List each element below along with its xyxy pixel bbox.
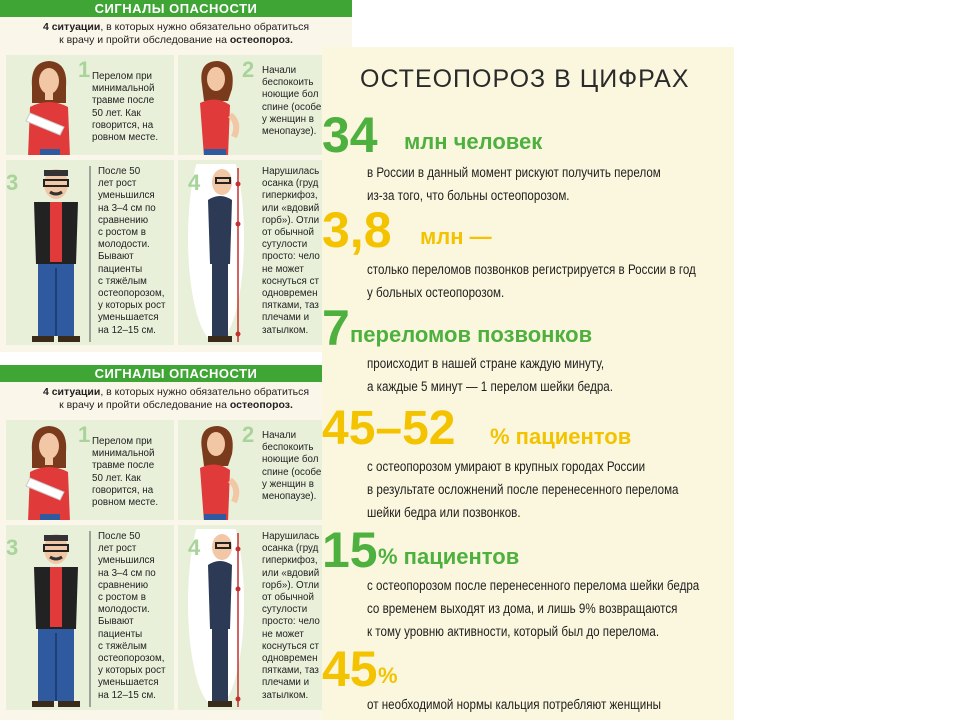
signal-number: 3 [6, 535, 19, 560]
signal-number: 1 [78, 57, 91, 82]
signals-grid [6, 55, 352, 347]
signal-text: Начали беспокоить ноющие бол спине (особе у женщин в менопаузе). [262, 430, 322, 503]
signal-card-3 [6, 160, 174, 345]
signals-header: СИГНАЛЫ ОПАСНОСТИ [0, 0, 352, 17]
stat-number: 3,8 [322, 202, 392, 258]
osteoporosis-infographic [322, 47, 734, 720]
signal-text: Начали беспокоить ноющие бол спине (особе у женщин в менопаузе). [262, 65, 322, 138]
stat-description: от необходимой нормы кальция потребляют женщины [367, 697, 661, 712]
stat-description: с остеопорозом умирают в крупных городах России в результате осложнений после перенесенного перелома шейки бедра или позвонков. [367, 459, 679, 520]
woman-arm-cast-illustration [20, 422, 78, 520]
stat-number: 7 [322, 300, 350, 356]
signal-text: Перелом при минимальной травме после 50 лет. Как говорится, на ровном месте. [92, 71, 159, 144]
signals-intro: 4 ситуации, в которых нужно обязательно обратиться к врачу и пройти обследование на остеопороз. [42, 386, 310, 411]
stat-unit: % пациентов [490, 424, 632, 449]
woman-back-pain-illustration [184, 57, 246, 155]
signal-text: Нарушилась осанка (груд гиперкифоз, или «вдовий горб»). Отли от обычной сутулости просто: чело не может коснуться ст одновремен пятками, таз плечами и затылком. [262, 531, 320, 701]
signal-text: После 50 лет рост уменьшился на 3–4 см по сравнению с ростом в молодости. Бывают пациенты с тяжёлым остеопорозом, у которых рост уменьшается на 12–15 см. [98, 166, 166, 336]
man-height-loss-illustration [18, 164, 94, 345]
stat-unit: % пациентов [378, 544, 520, 569]
woman-arm-cast-illustration [20, 57, 78, 155]
stat-number: 45–52 [322, 402, 456, 455]
signals-panel-top [0, 0, 352, 352]
signal-card-1 [6, 420, 174, 520]
woman-back-pain-illustration [184, 422, 246, 520]
signal-card-1 [6, 55, 174, 155]
signals-panel-bottom [0, 365, 352, 720]
stat-description: с остеопорозом после перенесенного перелома шейки бедра со временем выходят из дома, и лишь 9% возвращаются к тому уровню активности, который был до перелома. [367, 578, 700, 639]
stat-number: 15 [322, 522, 378, 578]
stat-description: происходит в нашей стране каждую минуту, а каждые 5 минут — 1 перелом шейки бедра. [367, 356, 614, 394]
signal-number: 3 [6, 170, 19, 195]
stat-description: столько переломов позвонков регистрируется в России в год у больных остеопорозом. [367, 262, 696, 300]
signal-number: 4 [188, 170, 201, 195]
signal-number: 1 [78, 422, 91, 447]
infographic-title: ОСТЕОПОРОЗ В ЦИФРАХ [360, 65, 690, 93]
signal-number: 4 [188, 535, 201, 560]
signals-header: СИГНАЛЫ ОПАСНОСТИ [0, 365, 352, 382]
signal-text: После 50 лет рост уменьшился на 3–4 см по сравнению с ростом в молодости. Бывают пациенты с тяжёлым остеопорозом, у которых рост уменьшается на 12–15 см. [98, 531, 166, 701]
signals-grid [6, 420, 352, 712]
signal-card-3 [6, 525, 174, 710]
stat-unit: % [378, 663, 398, 688]
stat-number: 45 [322, 641, 378, 697]
stat-unit: млн человек [404, 129, 543, 154]
stat-unit: млн — [420, 224, 492, 249]
signals-intro: 4 ситуации, в которых нужно обязательно обратиться к врачу и пройти обследование на остеопороз. [42, 21, 310, 46]
stat-number: 34 [322, 107, 378, 163]
signal-number: 2 [242, 57, 255, 82]
signal-number: 2 [242, 422, 255, 447]
signal-text: Нарушилась осанка (груд гиперкифоз, или «вдовий горб»). Отли от обычной сутулости просто: чело не может коснуться ст одновремен пятками, таз плечами и затылком. [262, 166, 320, 336]
stat-description: в России в данный момент рискуют получить перелом из-за того, что больны остеопорозом. [367, 165, 661, 203]
stat-unit: переломов позвонков [350, 322, 593, 347]
man-height-loss-illustration [18, 529, 94, 710]
signal-text: Перелом при минимальной травме после 50 лет. Как говорится, на ровном месте. [92, 436, 159, 509]
